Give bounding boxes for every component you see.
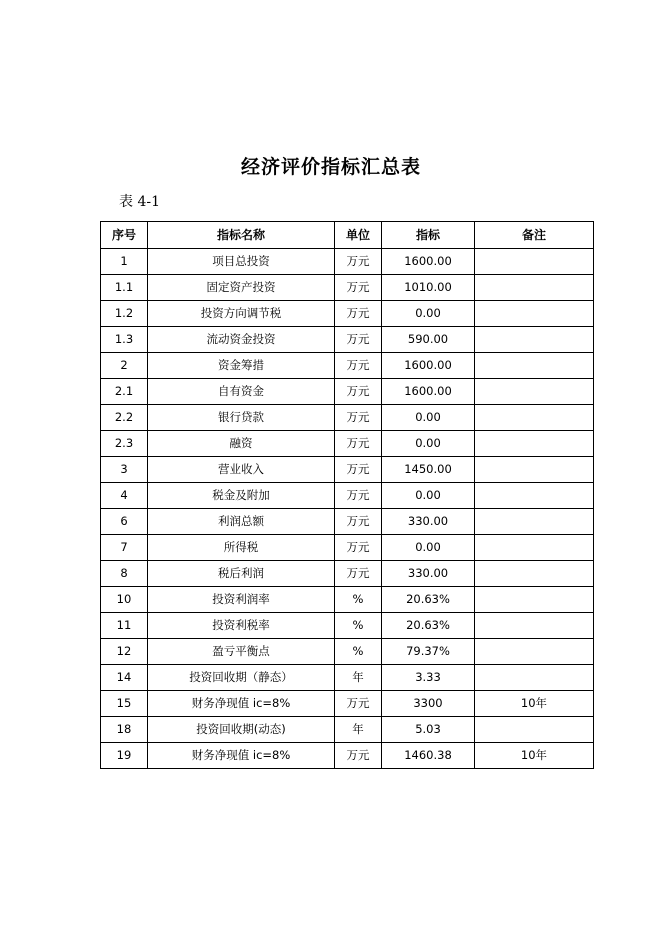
cell-value: 5.03 bbox=[382, 717, 475, 743]
table-row bbox=[101, 431, 594, 457]
cell-value: 1460.38 bbox=[382, 743, 475, 769]
cell-indicator-name: 银行贷款 bbox=[148, 405, 335, 431]
cell-seq: 15 bbox=[101, 691, 148, 717]
cell-value: 330.00 bbox=[382, 561, 475, 587]
cell-indicator-name: 资金筹措 bbox=[148, 353, 335, 379]
cell-indicator-name: 投资利润率 bbox=[148, 587, 335, 613]
table-row bbox=[101, 535, 594, 561]
cell-note bbox=[475, 639, 594, 665]
cell-seq: 2.2 bbox=[101, 405, 148, 431]
cell-seq: 1.2 bbox=[101, 301, 148, 327]
cell-seq: 1.1 bbox=[101, 275, 148, 301]
cell-unit: 万元 bbox=[335, 457, 382, 483]
cell-unit: 万元 bbox=[335, 483, 382, 509]
table-row bbox=[101, 691, 594, 717]
cell-value: 1450.00 bbox=[382, 457, 475, 483]
table-header-row bbox=[101, 222, 594, 249]
cell-note bbox=[475, 483, 594, 509]
cell-indicator-name: 利润总额 bbox=[148, 509, 335, 535]
table-row bbox=[101, 613, 594, 639]
table-row bbox=[101, 587, 594, 613]
indicator-summary-table bbox=[100, 221, 594, 769]
cell-seq: 14 bbox=[101, 665, 148, 691]
cell-value: 1600.00 bbox=[382, 353, 475, 379]
cell-seq: 12 bbox=[101, 639, 148, 665]
cell-seq: 2.3 bbox=[101, 431, 148, 457]
cell-value: 3300 bbox=[382, 691, 475, 717]
header-value: 指标 bbox=[382, 222, 475, 249]
cell-note bbox=[475, 275, 594, 301]
table-row bbox=[101, 639, 594, 665]
cell-indicator-name: 项目总投资 bbox=[148, 249, 335, 275]
cell-unit: % bbox=[335, 639, 382, 665]
cell-value: 330.00 bbox=[382, 509, 475, 535]
cell-seq: 2 bbox=[101, 353, 148, 379]
table-row bbox=[101, 353, 594, 379]
cell-seq: 2.1 bbox=[101, 379, 148, 405]
cell-unit: 万元 bbox=[335, 275, 382, 301]
cell-unit: 万元 bbox=[335, 379, 382, 405]
cell-indicator-name: 税后利润 bbox=[148, 561, 335, 587]
cell-unit: 万元 bbox=[335, 691, 382, 717]
cell-value: 20.63% bbox=[382, 613, 475, 639]
cell-indicator-name: 融资 bbox=[148, 431, 335, 457]
cell-indicator-name: 盈亏平衡点 bbox=[148, 639, 335, 665]
cell-note bbox=[475, 613, 594, 639]
table-row bbox=[101, 717, 594, 743]
table-row bbox=[101, 301, 594, 327]
cell-note bbox=[475, 301, 594, 327]
table-row bbox=[101, 743, 594, 769]
cell-seq: 3 bbox=[101, 457, 148, 483]
cell-note bbox=[475, 327, 594, 353]
cell-indicator-name: 固定资产投资 bbox=[148, 275, 335, 301]
cell-note bbox=[475, 431, 594, 457]
cell-note bbox=[475, 561, 594, 587]
table-row bbox=[101, 665, 594, 691]
cell-note bbox=[475, 405, 594, 431]
cell-indicator-name: 投资方向调节税 bbox=[148, 301, 335, 327]
cell-note: 10年 bbox=[475, 743, 594, 769]
cell-indicator-name: 投资回收期(动态) bbox=[148, 717, 335, 743]
cell-unit: 万元 bbox=[335, 249, 382, 275]
cell-indicator-name: 税金及附加 bbox=[148, 483, 335, 509]
header-name: 指标名称 bbox=[148, 222, 335, 249]
table-label: 表 4-1 bbox=[119, 194, 160, 210]
cell-note bbox=[475, 665, 594, 691]
cell-value: 0.00 bbox=[382, 405, 475, 431]
cell-value: 1600.00 bbox=[382, 379, 475, 405]
cell-indicator-name: 自有资金 bbox=[148, 379, 335, 405]
cell-value: 0.00 bbox=[382, 431, 475, 457]
cell-indicator-name: 流动资金投资 bbox=[148, 327, 335, 353]
cell-note bbox=[475, 509, 594, 535]
table-row bbox=[101, 379, 594, 405]
table-row bbox=[101, 457, 594, 483]
cell-indicator-name: 财务净现值 ic=8% bbox=[148, 691, 335, 717]
cell-unit: 万元 bbox=[335, 509, 382, 535]
cell-unit: 万元 bbox=[335, 327, 382, 353]
header-note: 备注 bbox=[475, 222, 594, 249]
cell-note bbox=[475, 353, 594, 379]
cell-note: 10年 bbox=[475, 691, 594, 717]
cell-value: 590.00 bbox=[382, 327, 475, 353]
cell-unit: 万元 bbox=[335, 561, 382, 587]
cell-indicator-name: 投资利税率 bbox=[148, 613, 335, 639]
cell-seq: 10 bbox=[101, 587, 148, 613]
cell-seq: 4 bbox=[101, 483, 148, 509]
table-row bbox=[101, 275, 594, 301]
table-row bbox=[101, 561, 594, 587]
table-row bbox=[101, 405, 594, 431]
header-unit: 单位 bbox=[335, 222, 382, 249]
cell-value: 1600.00 bbox=[382, 249, 475, 275]
cell-value: 0.00 bbox=[382, 535, 475, 561]
cell-indicator-name: 营业收入 bbox=[148, 457, 335, 483]
cell-seq: 8 bbox=[101, 561, 148, 587]
cell-indicator-name: 所得税 bbox=[148, 535, 335, 561]
cell-indicator-name: 财务净现值 ic=8% bbox=[148, 743, 335, 769]
cell-seq: 6 bbox=[101, 509, 148, 535]
table-row bbox=[101, 249, 594, 275]
table-row bbox=[101, 483, 594, 509]
cell-indicator-name: 投资回收期（静态） bbox=[148, 665, 335, 691]
cell-value: 0.00 bbox=[382, 483, 475, 509]
cell-seq: 11 bbox=[101, 613, 148, 639]
cell-note bbox=[475, 587, 594, 613]
cell-value: 3.33 bbox=[382, 665, 475, 691]
cell-seq: 1.3 bbox=[101, 327, 148, 353]
cell-unit: 万元 bbox=[335, 353, 382, 379]
cell-unit: 年 bbox=[335, 665, 382, 691]
cell-seq: 18 bbox=[101, 717, 148, 743]
cell-note bbox=[475, 457, 594, 483]
page-title: 经济评价指标汇总表 bbox=[240, 156, 421, 178]
cell-note bbox=[475, 249, 594, 275]
cell-unit: 年 bbox=[335, 717, 382, 743]
cell-unit: 万元 bbox=[335, 301, 382, 327]
cell-unit: % bbox=[335, 587, 382, 613]
cell-unit: % bbox=[335, 613, 382, 639]
cell-value: 1010.00 bbox=[382, 275, 475, 301]
cell-unit: 万元 bbox=[335, 405, 382, 431]
cell-note bbox=[475, 535, 594, 561]
header-seq: 序号 bbox=[101, 222, 148, 249]
table-row bbox=[101, 327, 594, 353]
cell-seq: 7 bbox=[101, 535, 148, 561]
cell-unit: 万元 bbox=[335, 535, 382, 561]
cell-note bbox=[475, 717, 594, 743]
cell-value: 20.63% bbox=[382, 587, 475, 613]
cell-seq: 19 bbox=[101, 743, 148, 769]
cell-value: 79.37% bbox=[382, 639, 475, 665]
cell-value: 0.00 bbox=[382, 301, 475, 327]
cell-unit: 万元 bbox=[335, 743, 382, 769]
table-row bbox=[101, 509, 594, 535]
cell-note bbox=[475, 379, 594, 405]
cell-unit: 万元 bbox=[335, 431, 382, 457]
cell-seq: 1 bbox=[101, 249, 148, 275]
